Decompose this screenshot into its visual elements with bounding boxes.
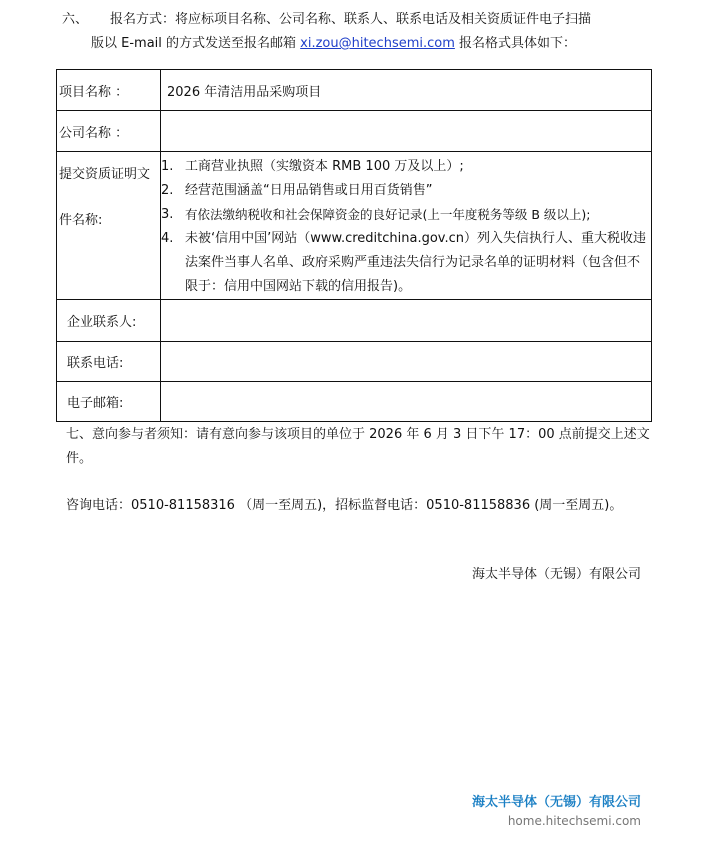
form-row-contact-person [57, 300, 652, 342]
registration-form-table [56, 69, 652, 422]
company-name-field[interactable] [161, 111, 652, 152]
form-row-project [57, 70, 652, 111]
email-label-cell [57, 382, 161, 422]
section-6 [62, 8, 662, 56]
form-row-company [57, 111, 652, 152]
email-field[interactable] [161, 382, 652, 422]
list-item-text: 经营范围涵盖“日用品销售或日用百货销售” [185, 183, 433, 198]
list-item-number: 4. [161, 231, 174, 246]
documents-label: 提交资质证明文件名称: [59, 167, 151, 228]
list-item [161, 203, 651, 227]
contact-person-label-cell [57, 300, 161, 342]
section-7: 七、意向参与者须知：请有意向参与该项目的单位于 2026 年 6 月 3 日下午 17：00 点前提交上述文件。 [66, 427, 650, 466]
contact-person-label: 企业联系人: [67, 315, 137, 330]
footer-company-name: 海太半导体（无锡）有限公司 [471, 795, 641, 810]
list-item-text: 有依法缴纳税收和社会保障资金的良好记录(上一年度税务等级 B 级以上); [185, 207, 591, 222]
list-item-number: 2. [161, 183, 174, 198]
section-6-text-after-email: 报名格式具体如下： [454, 36, 577, 51]
phone-label: 联系电话: [67, 356, 124, 371]
contact-phone-line: 咨询电话：0510-81158316 （周一至周五)，招标监督电话：0510-81158836 (周一至周五)。 [66, 498, 623, 513]
project-name-value: 2026 年清洁用品采购项目 [161, 70, 652, 111]
email-label: 电子邮箱: [67, 396, 124, 411]
form-row-documents [57, 152, 652, 300]
company-name-label: 公司名称 ： [57, 111, 161, 152]
section-6-line2 [62, 32, 662, 56]
documents-list-cell [161, 152, 652, 300]
documents-label-cell [57, 152, 161, 300]
company-signature: 海太半导体（无锡）有限公司 [471, 567, 641, 582]
project-name-label: 项目名称 ： [57, 70, 161, 111]
section-6-line1 [62, 8, 662, 32]
form-row-phone [57, 342, 652, 382]
list-item [161, 227, 651, 299]
list-item [161, 179, 651, 203]
list-item-text: 未被‘信用中国’网站（www.creditchina.gov.cn）列入失信执行人、重大税收违法案件当事人名单、政府采购严重违法失信行为记录名单的证明材料（包含但不限于：信用中国网站下载的信用报告)。 [185, 231, 647, 294]
footer-website: home.hitechsemi.com [507, 814, 641, 828]
form-row-email [57, 382, 652, 422]
list-item-number: 3. [161, 207, 174, 222]
phone-field[interactable] [161, 342, 652, 382]
section-6-number: 六、 [62, 12, 89, 27]
documents-list [161, 155, 651, 299]
contact-person-field[interactable] [161, 300, 652, 342]
registration-email-link[interactable]: xi.zou@hitechsemi.com [300, 36, 455, 51]
section-6-text-before-email: 版以 E-mail 的方式发送至报名邮箱 [91, 36, 301, 51]
list-item-text: 工商营业执照（实缴资本 RMB 100 万及以上）; [185, 159, 464, 174]
section-6-text: 报名方式：将应标项目名称、公司名称、联系人、联系电话及相关资质证件电子扫描 [110, 12, 592, 27]
list-item-number: 1. [161, 159, 174, 174]
phone-label-cell [57, 342, 161, 382]
list-item [161, 155, 651, 179]
